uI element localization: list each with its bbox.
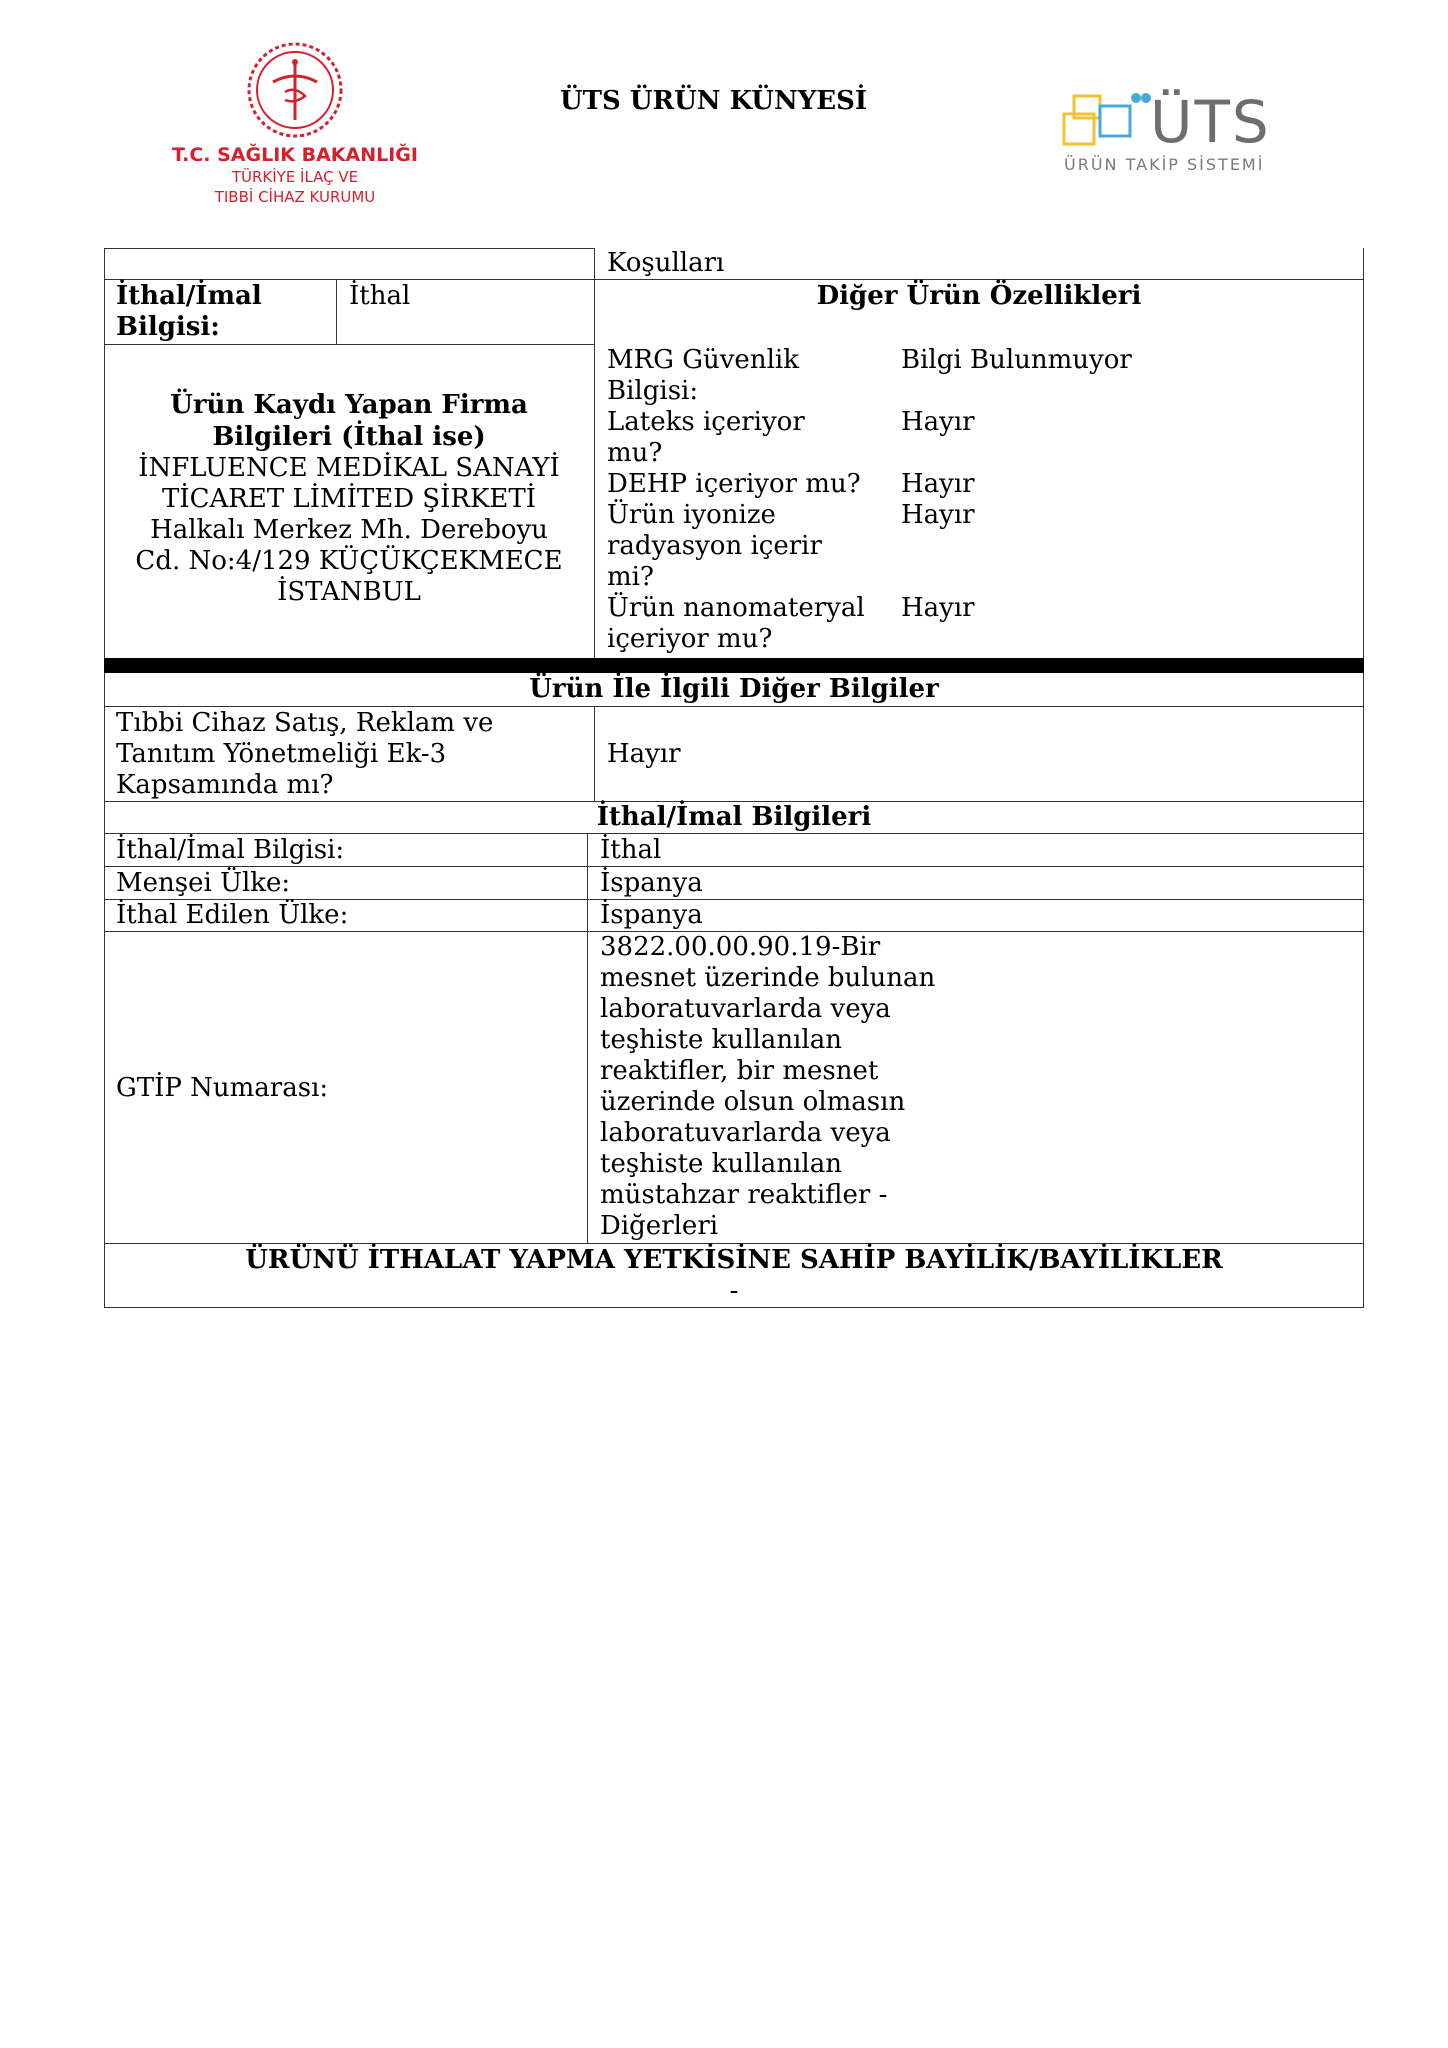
feature-label: MRG Güvenlik bbox=[607, 345, 799, 375]
import-row-label: Menşei Ülke: bbox=[116, 868, 291, 898]
gtip-line: teşhiste kullanılan bbox=[600, 1025, 842, 1055]
import-row-value: İthal bbox=[600, 835, 662, 865]
feature-label: Ürün iyonize bbox=[607, 500, 776, 530]
feature-label: Ürün nanomateryal bbox=[607, 593, 865, 623]
gtip-line: mesnet üzerinde bulunan bbox=[600, 963, 936, 993]
dealers-value: - bbox=[729, 1276, 739, 1306]
import-value: İthal bbox=[349, 281, 411, 311]
ministry-emblem-logo bbox=[245, 40, 345, 140]
gtip-label: GTİP Numarası: bbox=[116, 1073, 329, 1103]
regulation-label: Tıbbi Cihaz Satış, Reklam ve bbox=[116, 708, 494, 738]
feature-label: Bilgisi: bbox=[607, 376, 699, 406]
gtip-line: laboratuvarlarda veya bbox=[600, 994, 891, 1024]
regulation-value: Hayır bbox=[607, 739, 681, 769]
conditions-label: Koşulları bbox=[607, 248, 725, 278]
company-line: TİCARET LİMİTED ŞİRKETİ bbox=[162, 484, 536, 514]
feature-value: Hayır bbox=[901, 469, 975, 499]
document-title: ÜTS ÜRÜN KÜNYESİ bbox=[560, 86, 868, 116]
ministry-subtitle-line1: TÜRKİYE İLAÇ VE bbox=[231, 168, 359, 186]
gtip-line: Diğerleri bbox=[600, 1211, 719, 1241]
import-row-value: İspanya bbox=[600, 868, 703, 898]
company-line: Cd. No:4/129 KÜÇÜKÇEKMECE bbox=[135, 546, 563, 576]
company-line: İSTANBUL bbox=[277, 577, 421, 607]
regulation-label: Tanıtım Yönetmeliği Ek-3 bbox=[116, 739, 447, 769]
uts-logo-text: ÜTS bbox=[1150, 88, 1271, 156]
other-info-heading: Ürün İle İlgili Diğer Bilgiler bbox=[529, 674, 939, 704]
import-row-label: İthal Edilen Ülke: bbox=[116, 900, 349, 930]
gtip-line: reaktifler, bir mesnet bbox=[600, 1056, 879, 1086]
import-row-label: İthal/İmal Bilgisi: bbox=[116, 835, 345, 865]
feature-label: DEHP içeriyor mu? bbox=[607, 469, 861, 499]
feature-value: Bilgi Bulunmuyor bbox=[901, 345, 1132, 375]
feature-label: mu? bbox=[607, 438, 663, 468]
feature-value: Hayır bbox=[901, 500, 975, 530]
regulation-label: Kapsamında mı? bbox=[116, 770, 334, 800]
dealers-heading: ÜRÜNÜ İTHALAT YAPMA YETKİSİNE SAHİP BAYİLİK/BAYİLİKLER bbox=[245, 1245, 1223, 1275]
uts-logo-subtitle: ÜRÜN TAKİP SİSTEMİ bbox=[1064, 155, 1265, 174]
company-heading-line1: Ürün Kaydı Yapan Firma bbox=[170, 390, 528, 420]
ministry-name: T.C. SAĞLIK BAKANLIĞI bbox=[172, 144, 418, 166]
feature-value: Hayır bbox=[901, 407, 975, 437]
import-row-value: İspanya bbox=[600, 900, 703, 930]
feature-label: radyasyon içerir bbox=[607, 531, 822, 561]
gtip-line: laboratuvarlarda veya bbox=[600, 1118, 891, 1148]
gtip-line: teşhiste kullanılan bbox=[600, 1149, 842, 1179]
other-features-heading: Diğer Ürün Özellikleri bbox=[816, 281, 1142, 311]
feature-label: Lateks içeriyor bbox=[607, 407, 805, 437]
gtip-line: müstahzar reaktifler - bbox=[600, 1180, 888, 1210]
company-heading-line2: Bilgileri (İthal ise) bbox=[212, 422, 486, 452]
feature-label: mi? bbox=[607, 562, 654, 592]
uts-boxes-icon bbox=[1062, 92, 1152, 152]
feature-value: Hayır bbox=[901, 593, 975, 623]
company-line: Halkalı Merkez Mh. Dereboyu bbox=[150, 515, 548, 545]
import-label-line1: İthal/İmal bbox=[116, 281, 262, 311]
import-label-line2: Bilgisi: bbox=[116, 312, 220, 342]
gtip-line: üzerinde olsun olmasın bbox=[600, 1087, 906, 1117]
ministry-subtitle-line2: TIBBİ CİHAZ KURUMU bbox=[214, 188, 376, 206]
import-info-heading: İthal/İmal Bilgileri bbox=[596, 802, 872, 832]
company-line: İNFLUENCE MEDİKAL SANAYİ bbox=[138, 453, 560, 483]
gtip-line: 3822.00.00.90.19-Bir bbox=[600, 932, 881, 962]
feature-label: içeriyor mu? bbox=[607, 624, 773, 654]
